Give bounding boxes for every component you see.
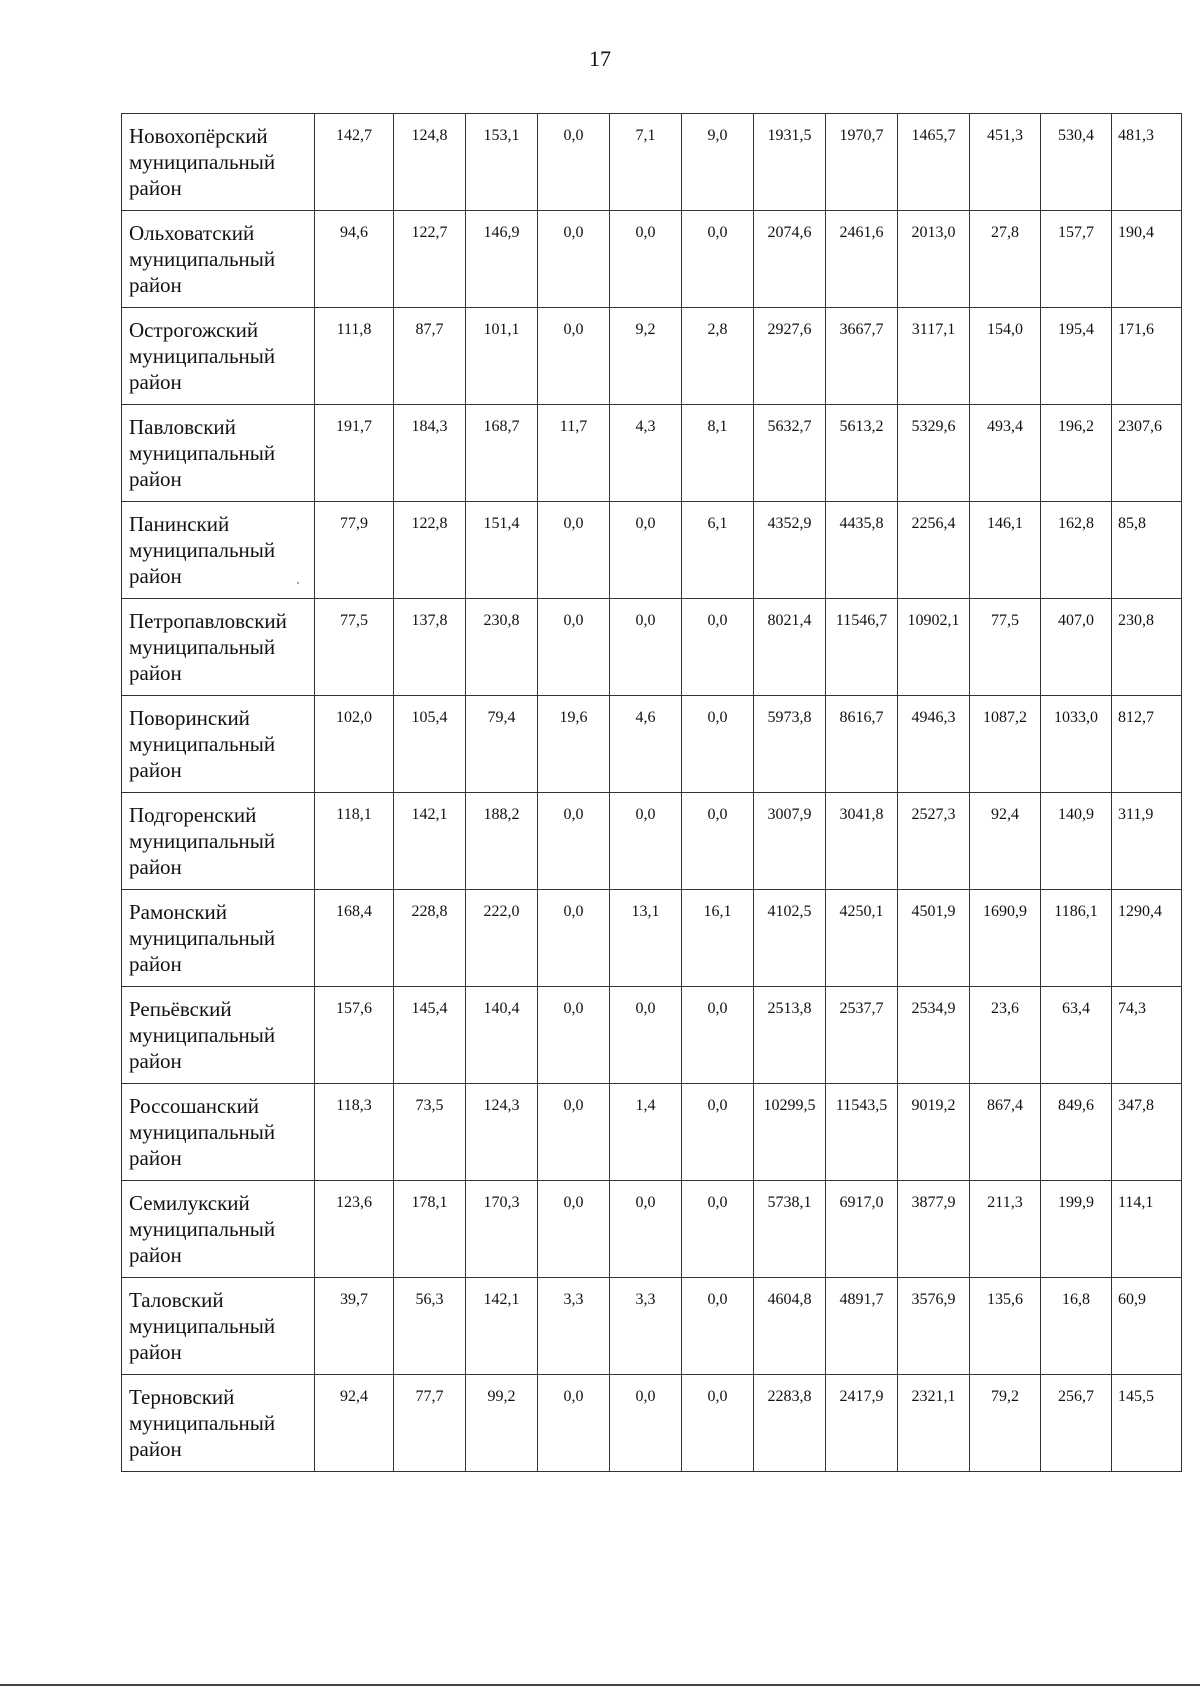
value-cell: 0,0 (538, 1181, 610, 1278)
value-cell: 0,0 (538, 308, 610, 405)
value-cell: 0,0 (682, 987, 754, 1084)
district-name-cell: Подгоренский муниципальный район (122, 793, 315, 890)
value-cell: 124,3 (466, 1084, 538, 1181)
value-cell: 2537,7 (826, 987, 898, 1084)
value-cell: 311,9 (1112, 793, 1182, 890)
table-row (122, 1084, 1182, 1181)
value-cell: 87,7 (394, 308, 466, 405)
value-cell: 2256,4 (898, 502, 970, 599)
value-cell: 146,1 (970, 502, 1041, 599)
district-name-cell: Россошанский муниципальный район (122, 1084, 315, 1181)
value-cell: 2307,6 (1112, 405, 1182, 502)
value-cell: 2074,6 (754, 211, 826, 308)
table-row (122, 1375, 1182, 1472)
value-cell: 145,4 (394, 987, 466, 1084)
value-cell: 4,6 (610, 696, 682, 793)
table-row (122, 987, 1182, 1084)
value-cell: 178,1 (394, 1181, 466, 1278)
value-cell: 118,1 (315, 793, 394, 890)
value-cell: 4250,1 (826, 890, 898, 987)
value-cell: 10299,5 (754, 1084, 826, 1181)
value-cell: 77,7 (394, 1375, 466, 1472)
value-cell: 407,0 (1041, 599, 1112, 696)
value-cell: 77,9 (315, 502, 394, 599)
table-row (122, 696, 1182, 793)
value-cell: 4102,5 (754, 890, 826, 987)
value-cell: 0,0 (538, 793, 610, 890)
value-cell: 2513,8 (754, 987, 826, 1084)
value-cell: 188,2 (466, 793, 538, 890)
value-cell: 171,6 (1112, 308, 1182, 405)
value-cell: 347,8 (1112, 1084, 1182, 1181)
value-cell: 2013,0 (898, 211, 970, 308)
value-cell: 190,4 (1112, 211, 1182, 308)
value-cell: 7,1 (610, 114, 682, 211)
value-cell: 230,8 (1112, 599, 1182, 696)
value-cell: 8,1 (682, 405, 754, 502)
value-cell: 0,0 (610, 502, 682, 599)
value-cell: 4435,8 (826, 502, 898, 599)
table-row (122, 405, 1182, 502)
district-name-cell: Ольховатский муниципальный район (122, 211, 315, 308)
value-cell: 0,0 (682, 793, 754, 890)
value-cell: 85,8 (1112, 502, 1182, 599)
value-cell: 11543,5 (826, 1084, 898, 1181)
value-cell: 145,5 (1112, 1375, 1182, 1472)
table-body (122, 114, 1182, 1472)
value-cell: 2,8 (682, 308, 754, 405)
value-cell: 481,3 (1112, 114, 1182, 211)
value-cell: 0,0 (682, 696, 754, 793)
value-cell: 1465,7 (898, 114, 970, 211)
value-cell: 140,4 (466, 987, 538, 1084)
value-cell: 2417,9 (826, 1375, 898, 1472)
value-cell: 23,6 (970, 987, 1041, 1084)
value-cell: 3117,1 (898, 308, 970, 405)
value-cell: 142,1 (394, 793, 466, 890)
value-cell: 153,1 (466, 114, 538, 211)
value-cell: 0,0 (682, 599, 754, 696)
value-cell: 1931,5 (754, 114, 826, 211)
value-cell: 0,0 (610, 987, 682, 1084)
value-cell: 2461,6 (826, 211, 898, 308)
table-row (122, 114, 1182, 211)
value-cell: 0,0 (682, 1181, 754, 1278)
value-cell: 256,7 (1041, 1375, 1112, 1472)
value-cell: 5738,1 (754, 1181, 826, 1278)
value-cell: 184,3 (394, 405, 466, 502)
value-cell: 6917,0 (826, 1181, 898, 1278)
value-cell: 0,0 (538, 114, 610, 211)
value-cell: 1186,1 (1041, 890, 1112, 987)
value-cell: 92,4 (970, 793, 1041, 890)
value-cell: 105,4 (394, 696, 466, 793)
value-cell: 0,0 (682, 211, 754, 308)
value-cell: 63,4 (1041, 987, 1112, 1084)
value-cell: 142,7 (315, 114, 394, 211)
value-cell: 5632,7 (754, 405, 826, 502)
value-cell: 4501,9 (898, 890, 970, 987)
value-cell: 0,0 (538, 1084, 610, 1181)
value-cell: 1,4 (610, 1084, 682, 1181)
value-cell: 146,9 (466, 211, 538, 308)
value-cell: 9,2 (610, 308, 682, 405)
value-cell: 191,7 (315, 405, 394, 502)
table-row (122, 793, 1182, 890)
value-cell: 13,1 (610, 890, 682, 987)
value-cell: 0,0 (538, 599, 610, 696)
value-cell: 2527,3 (898, 793, 970, 890)
value-cell: 157,7 (1041, 211, 1112, 308)
value-cell: 79,4 (466, 696, 538, 793)
value-cell: 3877,9 (898, 1181, 970, 1278)
value-cell: 0,0 (538, 211, 610, 308)
value-cell: 4891,7 (826, 1278, 898, 1375)
value-cell: 2321,1 (898, 1375, 970, 1472)
value-cell: 5613,2 (826, 405, 898, 502)
district-name-cell: Павловский муниципальный район (122, 405, 315, 502)
value-cell: 1087,2 (970, 696, 1041, 793)
value-cell: 92,4 (315, 1375, 394, 1472)
value-cell: 222,0 (466, 890, 538, 987)
page-bottom-rule (0, 1684, 1200, 1686)
value-cell: 0,0 (610, 1375, 682, 1472)
value-cell: 123,6 (315, 1181, 394, 1278)
value-cell: 39,7 (315, 1278, 394, 1375)
value-cell: 1033,0 (1041, 696, 1112, 793)
value-cell: 122,7 (394, 211, 466, 308)
value-cell: 11546,7 (826, 599, 898, 696)
value-cell: 140,9 (1041, 793, 1112, 890)
table-row (122, 308, 1182, 405)
value-cell: 111,8 (315, 308, 394, 405)
district-name-cell: Репьёвский муниципальный район (122, 987, 315, 1084)
value-cell: 118,3 (315, 1084, 394, 1181)
district-name-cell: Семилукский муниципальный район (122, 1181, 315, 1278)
value-cell: 195,4 (1041, 308, 1112, 405)
value-cell: 168,7 (466, 405, 538, 502)
value-cell: 196,2 (1041, 405, 1112, 502)
value-cell: 19,6 (538, 696, 610, 793)
district-name-cell: Новохопёрский муниципальный район (122, 114, 315, 211)
value-cell: 8616,7 (826, 696, 898, 793)
value-cell: 2927,6 (754, 308, 826, 405)
value-cell: 4946,3 (898, 696, 970, 793)
value-cell: 16,1 (682, 890, 754, 987)
value-cell: 0,0 (610, 211, 682, 308)
table-row (122, 890, 1182, 987)
value-cell: 4352,9 (754, 502, 826, 599)
value-cell: 56,3 (394, 1278, 466, 1375)
value-cell: 168,4 (315, 890, 394, 987)
page-number: 17 (589, 46, 611, 71)
value-cell: 157,6 (315, 987, 394, 1084)
value-cell: 0,0 (682, 1084, 754, 1181)
scan-speck (297, 582, 299, 584)
table-row (122, 1181, 1182, 1278)
value-cell: 137,8 (394, 599, 466, 696)
value-cell: 101,1 (466, 308, 538, 405)
value-cell: 451,3 (970, 114, 1041, 211)
value-cell: 2283,8 (754, 1375, 826, 1472)
value-cell: 151,4 (466, 502, 538, 599)
value-cell: 60,9 (1112, 1278, 1182, 1375)
value-cell: 74,3 (1112, 987, 1182, 1084)
value-cell: 0,0 (682, 1278, 754, 1375)
value-cell: 27,8 (970, 211, 1041, 308)
table-row (122, 211, 1182, 308)
value-cell: 102,0 (315, 696, 394, 793)
value-cell: 122,8 (394, 502, 466, 599)
value-cell: 73,5 (394, 1084, 466, 1181)
value-cell: 3007,9 (754, 793, 826, 890)
value-cell: 5973,8 (754, 696, 826, 793)
district-name-cell: Таловский муниципальный район (122, 1278, 315, 1375)
district-name-cell: Петропавловский муниципальный район (122, 599, 315, 696)
district-name-cell: Острогожский муниципальный район (122, 308, 315, 405)
value-cell: 10902,1 (898, 599, 970, 696)
value-cell: 77,5 (970, 599, 1041, 696)
value-cell: 124,8 (394, 114, 466, 211)
value-cell: 99,2 (466, 1375, 538, 1472)
value-cell: 0,0 (538, 890, 610, 987)
table-row (122, 1278, 1182, 1375)
value-cell: 0,0 (538, 1375, 610, 1472)
value-cell: 8021,4 (754, 599, 826, 696)
district-statistics-table (121, 113, 1182, 1472)
value-cell: 530,4 (1041, 114, 1112, 211)
value-cell: 211,3 (970, 1181, 1041, 1278)
value-cell: 228,8 (394, 890, 466, 987)
value-cell: 4604,8 (754, 1278, 826, 1375)
value-cell: 9019,2 (898, 1084, 970, 1181)
value-cell: 5329,6 (898, 405, 970, 502)
value-cell: 3,3 (538, 1278, 610, 1375)
value-cell: 867,4 (970, 1084, 1041, 1181)
value-cell: 94,6 (315, 211, 394, 308)
value-cell: 16,8 (1041, 1278, 1112, 1375)
value-cell: 142,1 (466, 1278, 538, 1375)
value-cell: 3041,8 (826, 793, 898, 890)
district-name-cell: Поворинский муниципальный район (122, 696, 315, 793)
value-cell: 3667,7 (826, 308, 898, 405)
value-cell: 230,8 (466, 599, 538, 696)
district-name-cell: Панинский муниципальный район (122, 502, 315, 599)
value-cell: 0,0 (610, 1181, 682, 1278)
value-cell: 0,0 (538, 987, 610, 1084)
value-cell: 4,3 (610, 405, 682, 502)
value-cell: 2534,9 (898, 987, 970, 1084)
value-cell: 170,3 (466, 1181, 538, 1278)
table-row (122, 502, 1182, 599)
value-cell: 9,0 (682, 114, 754, 211)
value-cell: 3,3 (610, 1278, 682, 1375)
value-cell: 849,6 (1041, 1084, 1112, 1181)
district-name-cell: Рамонский муниципальный район (122, 890, 315, 987)
value-cell: 812,7 (1112, 696, 1182, 793)
value-cell: 1290,4 (1112, 890, 1182, 987)
value-cell: 77,5 (315, 599, 394, 696)
value-cell: 135,6 (970, 1278, 1041, 1375)
value-cell: 3576,9 (898, 1278, 970, 1375)
value-cell: 11,7 (538, 405, 610, 502)
table-row (122, 599, 1182, 696)
value-cell: 0,0 (610, 793, 682, 890)
value-cell: 0,0 (538, 502, 610, 599)
district-name-cell: Терновский муниципальный район (122, 1375, 315, 1472)
value-cell: 154,0 (970, 308, 1041, 405)
value-cell: 1970,7 (826, 114, 898, 211)
value-cell: 6,1 (682, 502, 754, 599)
value-cell: 114,1 (1112, 1181, 1182, 1278)
value-cell: 199,9 (1041, 1181, 1112, 1278)
value-cell: 162,8 (1041, 502, 1112, 599)
value-cell: 1690,9 (970, 890, 1041, 987)
value-cell: 0,0 (682, 1375, 754, 1472)
value-cell: 79,2 (970, 1375, 1041, 1472)
value-cell: 493,4 (970, 405, 1041, 502)
value-cell: 0,0 (610, 599, 682, 696)
